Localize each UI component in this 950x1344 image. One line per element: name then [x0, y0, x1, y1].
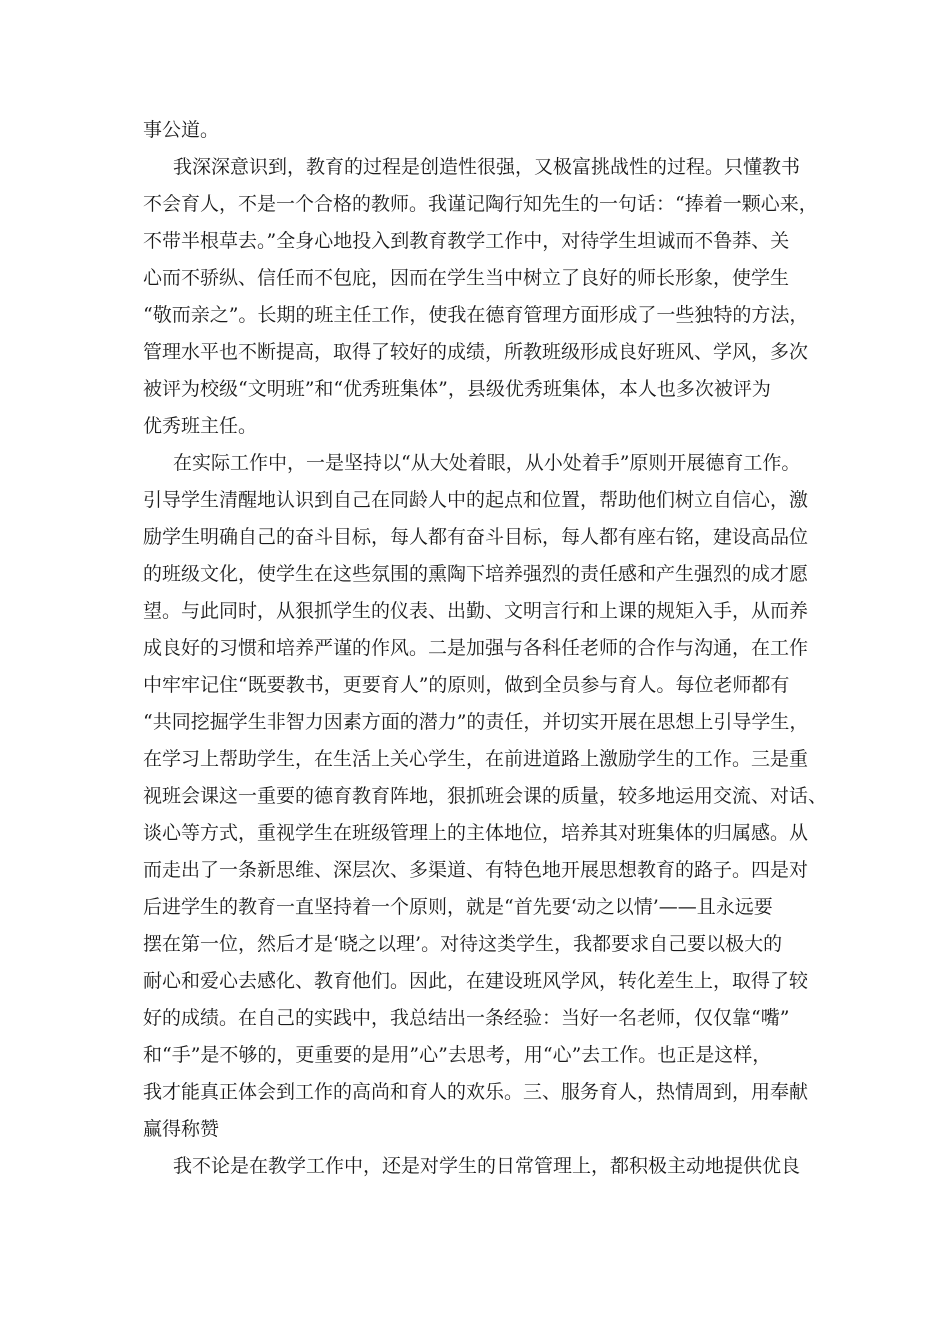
text-line: 我才能真正体会到工作的高尚和育人的欢乐。三、服务育人，热情周到，用奉献	[143, 1081, 809, 1103]
document-body	[143, 112, 828, 1185]
text-line: 的班级文化，使学生在这些氛围的熏陶下培养强烈的责任感和产生强烈的成才愿	[143, 563, 809, 585]
text-line: 赢得称赞	[143, 1118, 220, 1140]
paragraph-first-line: 我深深意识到，教育的过程是创造性很强，又极富挑战性的过程。只懂教书	[173, 156, 801, 178]
text-line: 和“手”是不够的，更重要的是用”心”去思考，用“心”去工作。也正是这样，	[143, 1044, 772, 1066]
text-line: 摆在第一位，然后才是‘晓之以理’。对待这类学生，我都要求自己要以极大的	[143, 933, 783, 955]
text-line: 后进学生的教育一直坚持着一个原则，就是“首先要‘动之以情’——且永远要	[143, 896, 773, 918]
text-line: 视班会课这一重要的德育教育阵地，狠抓班会课的质量，较多地运用交流、对话、	[143, 785, 828, 807]
text-line: 好的成绩。在自己的实践中，我总结出一条经验：当好一名老师，仅仅靠“嘴”	[143, 1007, 790, 1029]
text-line: 耐心和爱心去感化、教育他们。因此，在建设班风学风，转化差生上，取得了较	[143, 970, 809, 992]
text-line: 优秀班主任。	[143, 415, 258, 437]
text-line: 引导学生清醒地认识到自己在同龄人中的起点和位置，帮助他们树立自信心，激	[143, 489, 809, 511]
text-line: 中牢牢记住“既要教书，更要育人”的原则，做到全员参与育人。每位老师都有	[143, 674, 790, 696]
text-line: 在学习上帮助学生，在生活上关心学生，在前进道路上激励学生的工作。三是重	[143, 748, 809, 770]
text-line: 不带半根草去。”全身心地投入到教育教学工作中，对待学生坦诚而不鲁莽、关	[143, 230, 790, 252]
text-line: 谈心等方式，重视学生在班级管理上的主体地位，培养其对班集体的归属感。从	[143, 822, 809, 844]
text-line: “共同挖掘学生非智力因素方面的潜力”的责任，并切实开展在思想上引导学生，	[143, 711, 809, 733]
text-line: 事公道。	[143, 119, 220, 141]
text-line: 望。与此同时，从狠抓学生的仪表、出勤、文明言行和上课的规矩入手，从而养	[143, 600, 809, 622]
text-line: “敬而亲之”。长期的班主任工作，使我在德育管理方面形成了一些独特的方法，	[143, 304, 809, 326]
text-line: 而走出了一条新思维、深层次、多渠道、有特色地开展思想教育的路子。四是对	[143, 859, 809, 881]
text-line: 励学生明确自己的奋斗目标，每人都有奋斗目标，每人都有座右铭，建设高品位	[143, 526, 809, 548]
text-line: 管理水平也不断提高，取得了较好的成绩，所教班级形成良好班风、学风，多次	[143, 341, 809, 363]
paragraph-first-line: 我不论是在教学工作中，还是对学生的日常管理上，都积极主动地提供优良	[173, 1155, 801, 1177]
text-line: 心而不骄纵、信任而不包庇，因而在学生当中树立了良好的师长形象，使学生	[143, 267, 790, 289]
text-line: 成良好的习惯和培养严谨的作风。二是加强与各科任老师的合作与沟通，在工作	[143, 637, 809, 659]
text-line: 被评为校级“文明班”和“优秀班集体”，县级优秀班集体，本人也多次被评为	[143, 378, 771, 400]
paragraph-first-line: 在实际工作中，一是坚持以“从大处着眼，从小处着手”原则开展德育工作。	[173, 452, 801, 474]
text-line: 不会育人，不是一个合格的教师。我谨记陶行知先生的一句话：“捧着一颗心来，	[143, 193, 818, 215]
